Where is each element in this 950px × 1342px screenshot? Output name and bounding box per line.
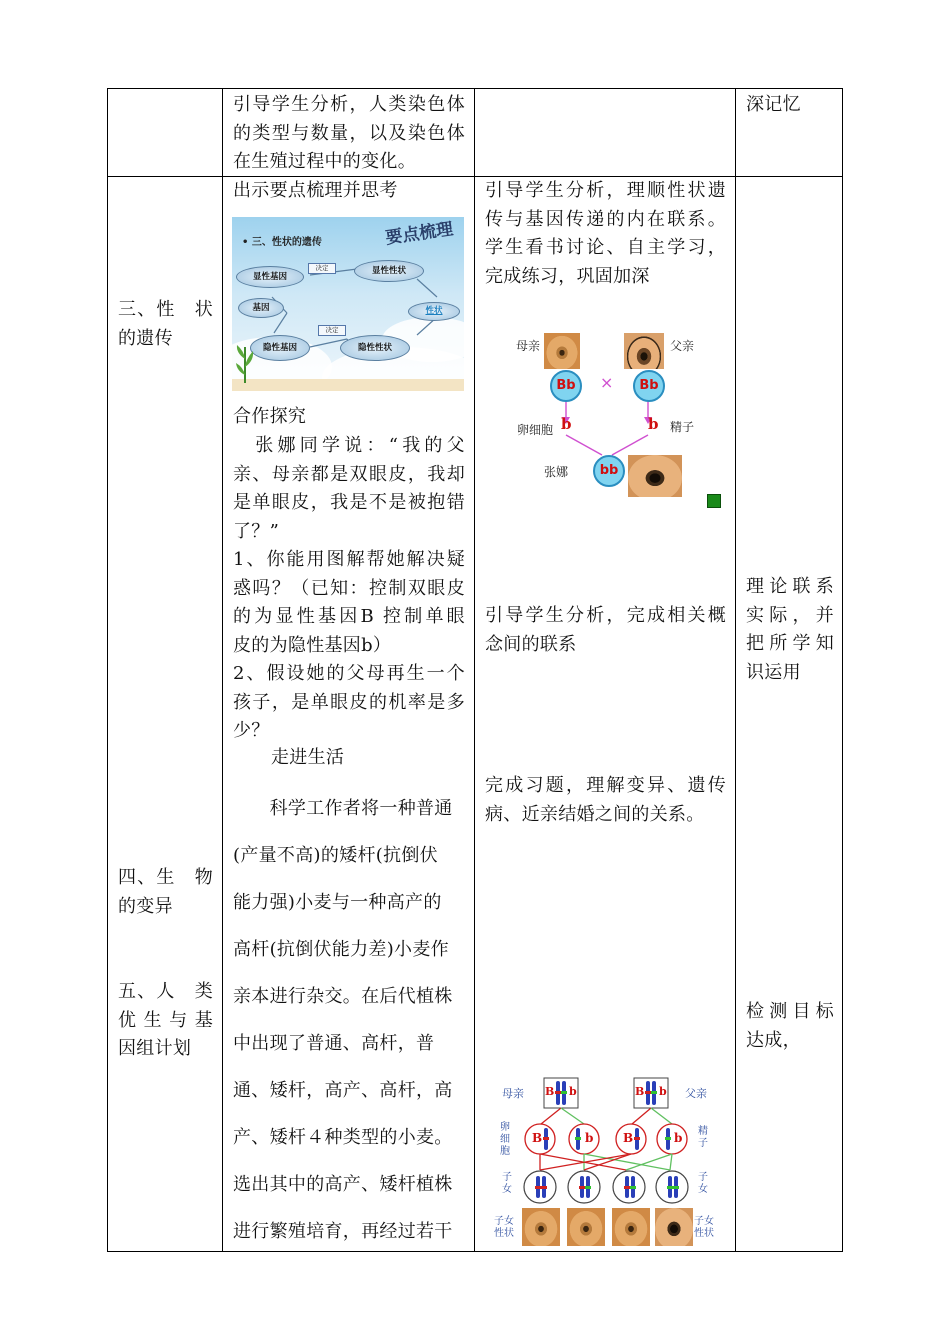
offspring-eye-photo — [567, 1208, 605, 1246]
purpose-check-goals — [746, 998, 834, 1055]
trait-label — [694, 1216, 714, 1240]
column-divider — [474, 88, 475, 1252]
cross-symbol: × — [600, 373, 614, 392]
slide-header: • 三、性状的遗传 — [242, 237, 322, 248]
text-line: 子 — [502, 1172, 512, 1183]
egg-label — [500, 1122, 510, 1158]
text-line: 的为显性基因B 控制单眼 — [233, 606, 465, 627]
allele-label: B — [545, 1085, 555, 1098]
father-genotype: Bb — [633, 370, 665, 402]
text-line: 卵 — [500, 1122, 510, 1133]
text-line: 的遗传 — [118, 327, 173, 349]
text-line: 1、你能用图解帮她解决疑 — [233, 549, 465, 570]
text-line: 完成习题，理解变异、遗传 — [485, 775, 726, 796]
text-line: 传与基因传递的内在联系。 — [485, 208, 726, 230]
mother-genotype: Bb — [550, 370, 582, 402]
dominant-gene-node: 显性基因 — [236, 266, 304, 288]
decide-tag: 决定 — [308, 263, 336, 274]
text-line: (产量不高)的矮杆(抗倒伏 — [233, 845, 438, 866]
text-line: 产、矮杆４种类型的小麦。 — [233, 1127, 453, 1148]
egg-label: 卵细胞 — [517, 423, 554, 437]
text-line: 的类型与数量，以及染色体 — [233, 122, 465, 144]
cooperation-title: 合作探究 — [233, 406, 307, 427]
text-line: 2、假设她的父母再生一个 — [233, 663, 465, 684]
trait-node: 性状 — [408, 302, 460, 321]
section-title-variation — [118, 864, 213, 921]
text-line: 检测目标 — [746, 1001, 834, 1022]
text-line: 皮的为隐性基因b） — [233, 634, 392, 656]
text-line: 达成， — [746, 1029, 801, 1051]
text-line: 惑吗？（已知：控制双眼皮 — [233, 577, 465, 599]
father-label: 父亲 — [685, 1087, 707, 1100]
text-line: 胞 — [500, 1146, 510, 1157]
text-line: 孩子，是单眼皮的机率是多 — [233, 691, 465, 713]
egg-gene: b — [561, 415, 572, 433]
text-line: 四、生 物 — [118, 867, 213, 888]
section-title-heredity — [118, 296, 213, 353]
text-line: 优生与基 — [118, 1009, 213, 1031]
eyelid-inheritance-diagram — [500, 325, 730, 510]
text-line: 五、人 类 — [118, 981, 213, 1002]
text-line: 在生殖过程中的变化。 — [233, 151, 416, 172]
text-line: 识运用 — [746, 661, 801, 683]
purpose-apply-knowledge — [746, 573, 834, 687]
text-line: 学生看书讨论、自主学习， — [485, 237, 726, 258]
child-eye-photo — [628, 455, 682, 497]
sperm-gene: b — [648, 415, 659, 433]
text-line: 完成练习，巩固加深 — [485, 265, 650, 287]
text-line: 引导学生分析，完成相关概 — [485, 605, 726, 626]
text-line: 少？ — [233, 720, 270, 741]
text-line: 能力强)小麦与一种高产的 — [233, 892, 442, 913]
text-line: 女 — [698, 1184, 708, 1195]
plant-icon — [234, 339, 256, 383]
text-line: 性状 — [694, 1228, 714, 1239]
lesson-table — [107, 88, 843, 1252]
section-title-eugenics — [118, 978, 213, 1064]
text-line: 进行繁殖培育，再经过若干 — [233, 1221, 453, 1242]
decide-tag: 决定 — [318, 325, 346, 336]
story-paragraph — [233, 432, 465, 746]
life-title: 走进生活 — [271, 747, 345, 768]
offspring-eye-photo — [612, 1208, 650, 1246]
allele-label: b — [674, 1131, 683, 1145]
text-line: 是单眼皮，我是不是被抱错 — [233, 492, 465, 513]
allele-label: B — [623, 1131, 634, 1145]
text-line: 引导学生分析，人类染色体 — [233, 94, 465, 115]
text-line: 女 — [502, 1184, 512, 1195]
text-line: 病、近亲结婚之间的关系。 — [485, 803, 705, 825]
offspring-label — [502, 1172, 512, 1196]
recessive-gene-node: 隐性基因 — [250, 335, 310, 361]
sperm-label — [698, 1126, 708, 1150]
row-divider — [107, 176, 843, 177]
text-line: 科学工作者将一种普通 — [233, 798, 453, 819]
teacher-activity-exercises — [485, 772, 726, 829]
mother-label: 母亲 — [502, 1087, 524, 1100]
text-line: 选出其中的高产、矮杆植株 — [233, 1174, 453, 1195]
text-line: 通、矮杆，高产、高杆，高 — [233, 1080, 453, 1101]
allele-label: b — [585, 1131, 594, 1145]
sperm-label: 精子 — [670, 420, 695, 434]
text-line: 引导学生分析，理顺性状遗 — [485, 180, 726, 201]
text-line: 高杆(抗倒伏能力差)小麦作 — [233, 939, 449, 960]
text-line: 子 — [698, 1172, 708, 1183]
text-line: 因组计划 — [118, 1038, 192, 1059]
text-line: 张娜同学说：“我的父 — [233, 435, 465, 456]
life-paragraph — [233, 785, 465, 1255]
allele-label: b — [659, 1085, 667, 1098]
column-divider — [735, 88, 736, 1252]
content-intro: 出示要点梳理并思考 — [233, 180, 398, 201]
chromosome-inheritance-diagram — [492, 1072, 728, 1248]
mother-label: 母亲 — [516, 339, 541, 353]
text-line: 了？” — [233, 520, 280, 542]
row1-content — [233, 91, 465, 177]
text-line: 的变异 — [118, 895, 173, 917]
text-line: 念间的联系 — [485, 633, 577, 655]
text-line: 精 — [698, 1126, 708, 1137]
text-line: 亲、母亲都是双眼皮，我却 — [233, 463, 465, 485]
allele-label: b — [569, 1085, 577, 1098]
text-line: 三、性 状 — [118, 299, 213, 320]
father-eye-photo — [624, 333, 664, 369]
text-line: 把所学知 — [746, 633, 834, 654]
child-genotype: bb — [593, 455, 625, 487]
gene-node: 基因 — [238, 298, 284, 318]
text-line: 性状 — [494, 1228, 514, 1239]
key-points-slide-image — [232, 217, 464, 391]
column-divider — [222, 88, 223, 1252]
teacher-activity-concepts — [485, 602, 726, 659]
mother-eye-photo — [544, 333, 580, 369]
text-line: 子女 — [494, 1216, 514, 1227]
green-square-icon — [707, 494, 721, 508]
child-label: 张娜 — [544, 465, 569, 479]
text-line: 亲本进行杂交。在后代植株 — [233, 986, 453, 1007]
father-label: 父亲 — [670, 339, 695, 353]
teacher-activity-heredity — [485, 177, 726, 291]
allele-label: B — [532, 1131, 543, 1145]
text-line: 子女 — [694, 1216, 714, 1227]
text-line: 理论联系 — [746, 576, 834, 597]
allele-label: B — [635, 1085, 645, 1098]
text-line: 细 — [500, 1134, 510, 1145]
text-line: 中出现了普通、高杆，普 — [233, 1033, 435, 1054]
row1-purpose: 深记忆 — [746, 94, 801, 115]
recessive-trait-node: 隐性性状 — [340, 335, 410, 361]
offspring-label — [698, 1172, 708, 1196]
text-line: 子 — [698, 1138, 708, 1149]
text-line: 实际，并 — [746, 604, 834, 626]
offspring-eye-photo — [655, 1208, 693, 1246]
trait-label — [494, 1216, 514, 1240]
slide-badge: 要点梳理 — [384, 219, 455, 249]
offspring-eye-photo — [522, 1208, 560, 1246]
dominant-trait-node: 显性性状 — [354, 260, 424, 282]
